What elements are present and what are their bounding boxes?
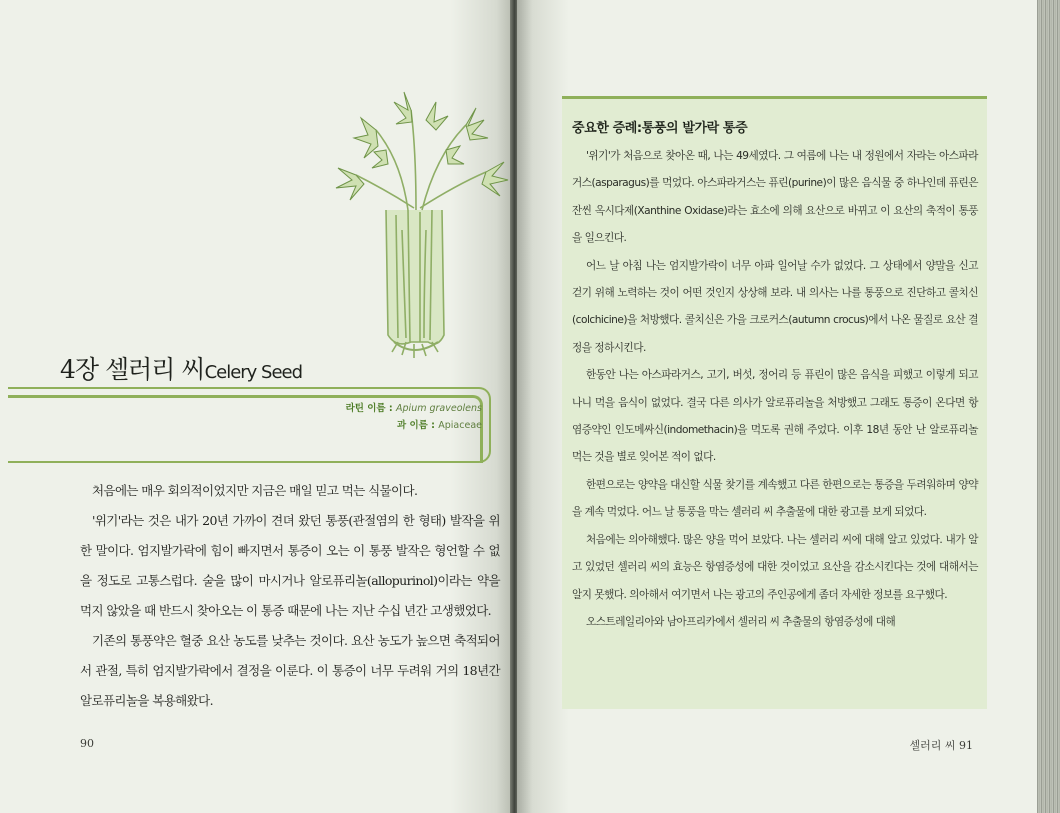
latin-name-value: Apium graveolens xyxy=(396,403,482,414)
paragraph: '위기'가 처음으로 찾아온 때, 나는 49세였다. 그 여름에 나는 내 정원에서 자라는 아스파라거스(asparagus)를 먹었다. 아스파라거스는 퓨린(purine)이 많은 음식물 중 하나인데 퓨린은 잔씬 옥시다제(Xanthine Oxidase)라는 효소에 의해 요산으로 바뀌고 이 요산의 축적이 통풍을 일으킨다. xyxy=(572,150,978,245)
left-page xyxy=(0,0,512,813)
page-number-right: 셀러리 씨 91 xyxy=(909,739,973,752)
family-name-value: Apiaceae xyxy=(438,420,482,431)
plant-names xyxy=(346,400,482,434)
case-study-title: 중요한 증례:통풍의 발가락 통증 xyxy=(572,121,748,136)
paragraph: 기존의 통풍약은 혈중 요산 농도를 낮추는 것이다. 요산 농도가 높으면 축적되어서 관절, 특히 엄지발가락에서 결정을 이룬다. 이 통증이 너무 두려워 거의 18년간 알로퓨리놀을 복용해왔다. xyxy=(80,633,500,708)
paragraph: 한동안 나는 아스파라거스, 고기, 버섯, 정어리 등 퓨린이 많은 음식을 피했고 이렇게 되고 나니 먹을 음식이 없었다. 결국 다른 의사가 알로퓨리놀을 처방했고 그래도 통증이 온다면 항염증약인 인도메싸신(indomethacin)을 먹도록 권해 주었다. 이후 18년 동안 난 알로퓨리놀 먹는 것을 별로 잊어본 적이 없다. xyxy=(572,369,978,464)
bleed-through-text xyxy=(80,96,320,118)
chapter-title xyxy=(60,350,302,386)
family-name-label: 과 이름 : xyxy=(397,420,439,431)
latin-name-row xyxy=(346,400,482,417)
latin-name-label: 라틴 이름 : xyxy=(345,403,397,414)
right-page xyxy=(517,0,1037,813)
paragraph: 처음에는 의아해했다. 많은 양을 먹어 보았다. 나는 셀러리 씨에 대해 알고 있었다. 내가 알고 있었던 셀러리 씨의 효능은 항염증성에 대한 것이었고 요산을 감소시킨다는 것에 대해서는 알지 못했다. 의아해서 여기면서 나는 광고의 주인공에게 좀더 자세한 정보를 요구했다. xyxy=(572,533,978,601)
family-name-row xyxy=(346,417,482,434)
paragraph: 처음에는 매우 회의적이었지만 지금은 매일 믿고 먹는 식물이다. xyxy=(92,483,418,498)
paragraph: 한편으로는 양약을 대신할 식물 찾기를 계속했고 다른 한편으로는 통증을 두려워하며 양약을 계속 먹었다. 어느 날 통풍을 막는 셀러리 씨 추출물에 대한 광고를 보게 되었다. xyxy=(572,478,978,519)
case-study-box xyxy=(562,96,987,709)
chapter-title-korean: 4장 셀러리 씨 xyxy=(60,355,205,384)
page-number-left: 90 xyxy=(80,737,94,750)
paragraph: 오스트레일리아와 남아프리카에서 셀러리 씨 추출물의 항염증성에 대해 xyxy=(586,615,896,628)
case-study-text xyxy=(572,143,978,636)
paragraph: '위기'라는 것은 내가 20년 가까이 견뎌 왔던 통풍(관절염의 한 형태) 발작을 위한 말이다. 엄지발가락에 힘이 빠지면서 통증이 오는 이 통풍 발작은 형언할 수 없을 정도로 고통스럽다. 술을 많이 마시거나 알로퓨리놀(allopurinol)이라는 약을 먹지 않았을 때 반드시 찾아오는 이 통증 때문에 나는 지난 수십 년간 고생했었다. xyxy=(80,513,500,618)
celery-illustration-icon xyxy=(316,80,512,360)
paragraph: 어느 날 아침 나는 엄지발가락이 너무 아파 일어날 수가 없었다. 그 상태에서 양말을 신고 걷기 위해 노력하는 것이 어떤 것인지 상상해 보라. 내 의사는 나를 통풍으로 진단하고 콜치신(colchicine)을 처방했다. 콜치신은 가을 크로커스(autumn crocus)에서 나온 물질로 요산 결정을 정하시킨다. xyxy=(572,259,978,354)
left-body-text xyxy=(80,476,500,716)
chapter-title-english: Celery Seed xyxy=(204,362,303,383)
page-edges xyxy=(1037,0,1060,813)
